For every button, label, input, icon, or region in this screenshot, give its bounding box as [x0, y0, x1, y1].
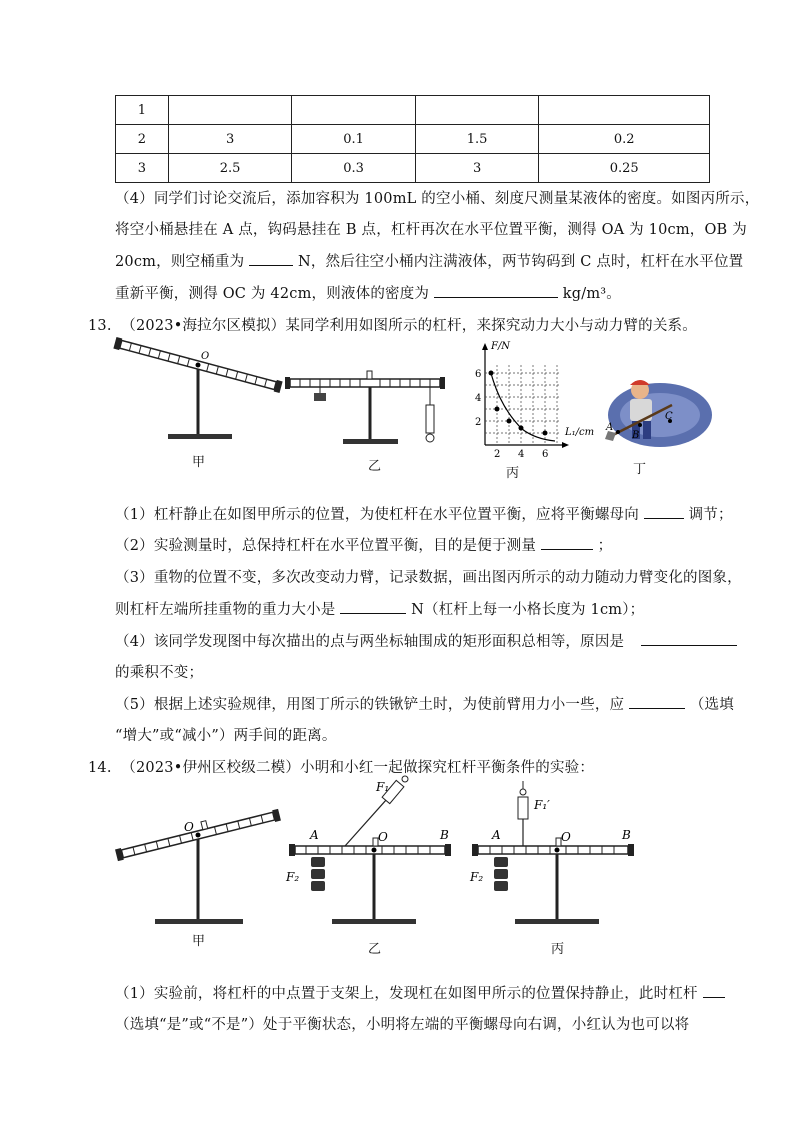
q13-p3-text: 则杠杆左端所挂重物的重力大小是 [115, 602, 336, 618]
q14-stem [88, 756, 594, 777]
q13-p5-text: （5）根据上述实验规律，用图丁所示的铁锹铲土时，为使前臂用力小一些，应 [115, 697, 625, 713]
q13-p4-line1 [115, 630, 737, 651]
force-F1-label: F₁ [376, 780, 390, 794]
table-cell: 3 [116, 154, 169, 183]
table-cell: 1.5 [415, 125, 539, 154]
q13-figures [110, 335, 750, 480]
figure-bing-lever [469, 781, 634, 924]
q12-p4-line4-text: 重新平衡，测得 OC 为 42cm，则液体的密度为 [115, 286, 430, 302]
table-cell: 3 [168, 125, 292, 154]
q14-p1-text: （1）实验前，将杠杆的中点置于支架上，发现杠在如图甲所示的位置保持静止，此时杠杆 [115, 986, 698, 1002]
point-B-label: B [440, 828, 449, 842]
force-F2-label: F₂ [286, 870, 300, 884]
table-cell: 0.1 [292, 125, 416, 154]
figure-jia-lever [114, 803, 281, 924]
q13-p1-text-b: 调节； [688, 507, 733, 523]
question-number: 14. [88, 760, 112, 776]
question-stem: （2023•伊州区校级二模）小明和小红一起做探究杠杆平衡条件的实验： [121, 760, 595, 776]
hanging-weights [311, 857, 325, 891]
q14-figures [110, 775, 670, 945]
caption-yi: 乙 [368, 942, 382, 957]
q13-p4-line2: 的乘积不变； [115, 665, 204, 681]
force-F1-prime-label: F₁′ [534, 798, 550, 812]
q13-p3-line1: （3）重物的位置不变，多次改变动力臂，记录数据，画出图丙所示的动力随动力臂变化的图象， [115, 570, 742, 586]
table-row [116, 125, 710, 154]
point-A-label: A [492, 828, 501, 842]
q14-p1-line2: （选填“是”或“不是”）处于平衡状态，小明将左端的平衡螺母向右调，小红认为也可以将 [115, 1017, 690, 1033]
q12-p4-line4-unit: kg/m³。 [562, 286, 621, 302]
answer-blank[interactable] [541, 535, 593, 551]
answer-blank[interactable] [340, 599, 406, 615]
question-stem: （2023•海拉尔区模拟）某同学利用如图所示的杠杆，来探究动力大小与动力臂的关系。 [121, 318, 697, 334]
q13-p2-text: （2）实验测量时，总保持杠杆在水平位置平衡，目的是便于测量 [115, 538, 537, 554]
caption-jia: 甲 [192, 934, 206, 949]
q12-p4-line4 [115, 282, 621, 303]
point-B-label: B [632, 430, 640, 441]
answer-blank[interactable] [644, 504, 684, 520]
y-axis-label: F/N [491, 341, 511, 352]
hanging-weights [494, 857, 508, 891]
x-tick: 4 [518, 449, 525, 460]
answer-blank[interactable] [434, 283, 558, 299]
y-tick: 4 [475, 393, 482, 404]
table-cell: 0.2 [539, 125, 710, 154]
y-tick: 2 [475, 417, 482, 428]
point-C-label: C [665, 411, 673, 422]
point-B-label: B [622, 828, 631, 842]
caption-yi: 乙 [368, 459, 382, 474]
caption-bing: 丙 [551, 942, 565, 957]
q12-p4-line2: 将空小桶悬挂在 A 点，钩码悬挂在 B 点，杠杆再次在水平位置平衡，测得 OA 为 10cm，OB 为 [115, 222, 747, 238]
q12-p4-line3 [115, 250, 743, 271]
q13-p5-line1 [115, 693, 734, 714]
table-cell: 2 [116, 125, 169, 154]
figure-ding-shovel-person [605, 380, 712, 447]
answer-blank[interactable] [629, 694, 685, 710]
table-cell [539, 96, 710, 125]
pivot-label: O [184, 820, 194, 834]
q13-p4-text: （4）该同学发现图中每次描出的点与两坐标轴围成的矩形面积总相等，原因是 [115, 634, 625, 650]
table-cell: 2.5 [168, 154, 292, 183]
caption-jia: 甲 [192, 455, 206, 470]
table-cell [415, 96, 539, 125]
figure-bing-graph [475, 341, 594, 460]
table-cell [168, 96, 292, 125]
data-table [115, 95, 710, 183]
q12-p4-line3-text-b: N，然后往空小桶内注满液体，两节钩码到 C 点时，杠杆在水平位置 [297, 254, 744, 270]
table-cell [292, 96, 416, 125]
table-cell: 0.3 [292, 154, 416, 183]
x-tick: 6 [542, 449, 549, 460]
q13-stem [88, 314, 697, 335]
figure-yi-lever [285, 371, 445, 444]
pivot-label: O [561, 830, 571, 844]
q13-p5-text-b: （选填 [689, 697, 734, 713]
pivot-label: O [201, 351, 210, 362]
table-cell: 3 [415, 154, 539, 183]
q13-p3-text-b: N（杠杆上每一小格长度为 1cm）； [411, 602, 645, 618]
x-tick: 2 [494, 449, 501, 460]
point-A-label: A [606, 422, 614, 433]
answer-blank[interactable] [641, 631, 737, 647]
table-row [116, 96, 710, 125]
figure-jia-lever [113, 337, 282, 439]
q14-p1-line1 [115, 982, 725, 1003]
table-row [116, 154, 710, 183]
q13-p3-line2 [115, 598, 644, 619]
caption-ding: 丁 [633, 462, 647, 477]
q13-p5-line2: “增大”或“减小”）两手间的距离。 [115, 728, 337, 744]
table-cell: 1 [116, 96, 169, 125]
q13-p2 [115, 534, 612, 555]
question-number: 13. [88, 318, 112, 334]
table-cell: 0.25 [539, 154, 710, 183]
y-tick: 6 [475, 369, 482, 380]
q13-p2-text-b: ； [597, 538, 613, 554]
q12-p4-line3-text: 20cm，则空桶重为 [115, 254, 245, 270]
answer-blank[interactable] [703, 983, 725, 999]
figure-yi-lever [285, 776, 451, 924]
q13-p1 [115, 503, 733, 524]
point-A-label: A [310, 828, 319, 842]
x-axis-label: L₁/cm [565, 427, 595, 438]
force-F2-label: F₂ [470, 870, 484, 884]
pivot-label: O [378, 830, 388, 844]
answer-blank[interactable] [249, 251, 293, 267]
caption-bing: 丙 [506, 466, 520, 481]
q12-p4-line1: （4）同学们讨论交流后，添加容积为 100mL 的空小桶、刻度尺测量某液体的密度。如图丙所示， [115, 191, 760, 207]
q13-p1-text: （1）杠杆静止在如图甲所示的位置，为使杠杆在水平位置平衡，应将平衡螺母向 [115, 507, 639, 523]
